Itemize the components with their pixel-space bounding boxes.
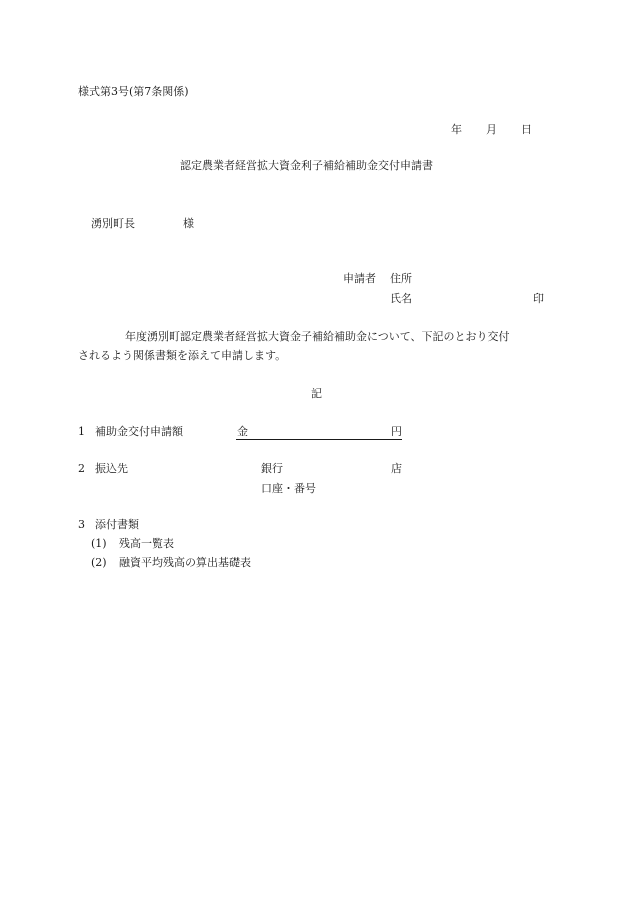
attachment-number: (2) bbox=[91, 556, 107, 569]
form-number: 様式第3号(第7条関係) bbox=[78, 85, 189, 98]
attachment-number: (1) bbox=[91, 537, 107, 550]
seal-mark: 印 bbox=[533, 292, 544, 305]
applicant-label: 申請者 bbox=[343, 272, 376, 285]
addressee-name: 湧別町長 bbox=[91, 217, 135, 230]
ki-heading: 記 bbox=[311, 387, 322, 400]
amount-prefix: 金 bbox=[237, 425, 248, 438]
date-month-label: 月 bbox=[486, 123, 497, 136]
body-text-line1: 年度湧別町認定農業者経営拡大資金子補給補助金について、下記のとおり交付 bbox=[125, 330, 510, 343]
item-number: 2 bbox=[78, 462, 85, 475]
bank-label: 銀行 bbox=[261, 462, 283, 475]
date-year-label: 年 bbox=[451, 123, 462, 136]
item-label: 添付書類 bbox=[95, 518, 139, 531]
account-number-label: 口座・番号 bbox=[261, 482, 316, 495]
item-number: 1 bbox=[78, 425, 85, 438]
body-text-line2: されるよう関係書類を添えて申請します。 bbox=[78, 349, 287, 362]
date-day-label: 日 bbox=[521, 123, 532, 136]
document-title: 認定農業者経営拡大資金利子補給補助金交付申請書 bbox=[180, 159, 433, 172]
attachment-label: 残高一覧表 bbox=[119, 537, 174, 550]
addressee-honorific: 様 bbox=[183, 217, 194, 230]
amount-underline bbox=[236, 439, 402, 440]
item-label: 振込先 bbox=[95, 462, 128, 475]
attachment-label: 融資平均残高の算出基礎表 bbox=[119, 556, 251, 569]
name-label: 氏名 bbox=[390, 292, 412, 305]
item-number: 3 bbox=[78, 518, 85, 531]
address-label: 住所 bbox=[390, 272, 412, 285]
item-label: 補助金交付申請額 bbox=[95, 425, 183, 438]
amount-suffix: 円 bbox=[391, 425, 402, 438]
branch-label: 店 bbox=[391, 462, 402, 475]
